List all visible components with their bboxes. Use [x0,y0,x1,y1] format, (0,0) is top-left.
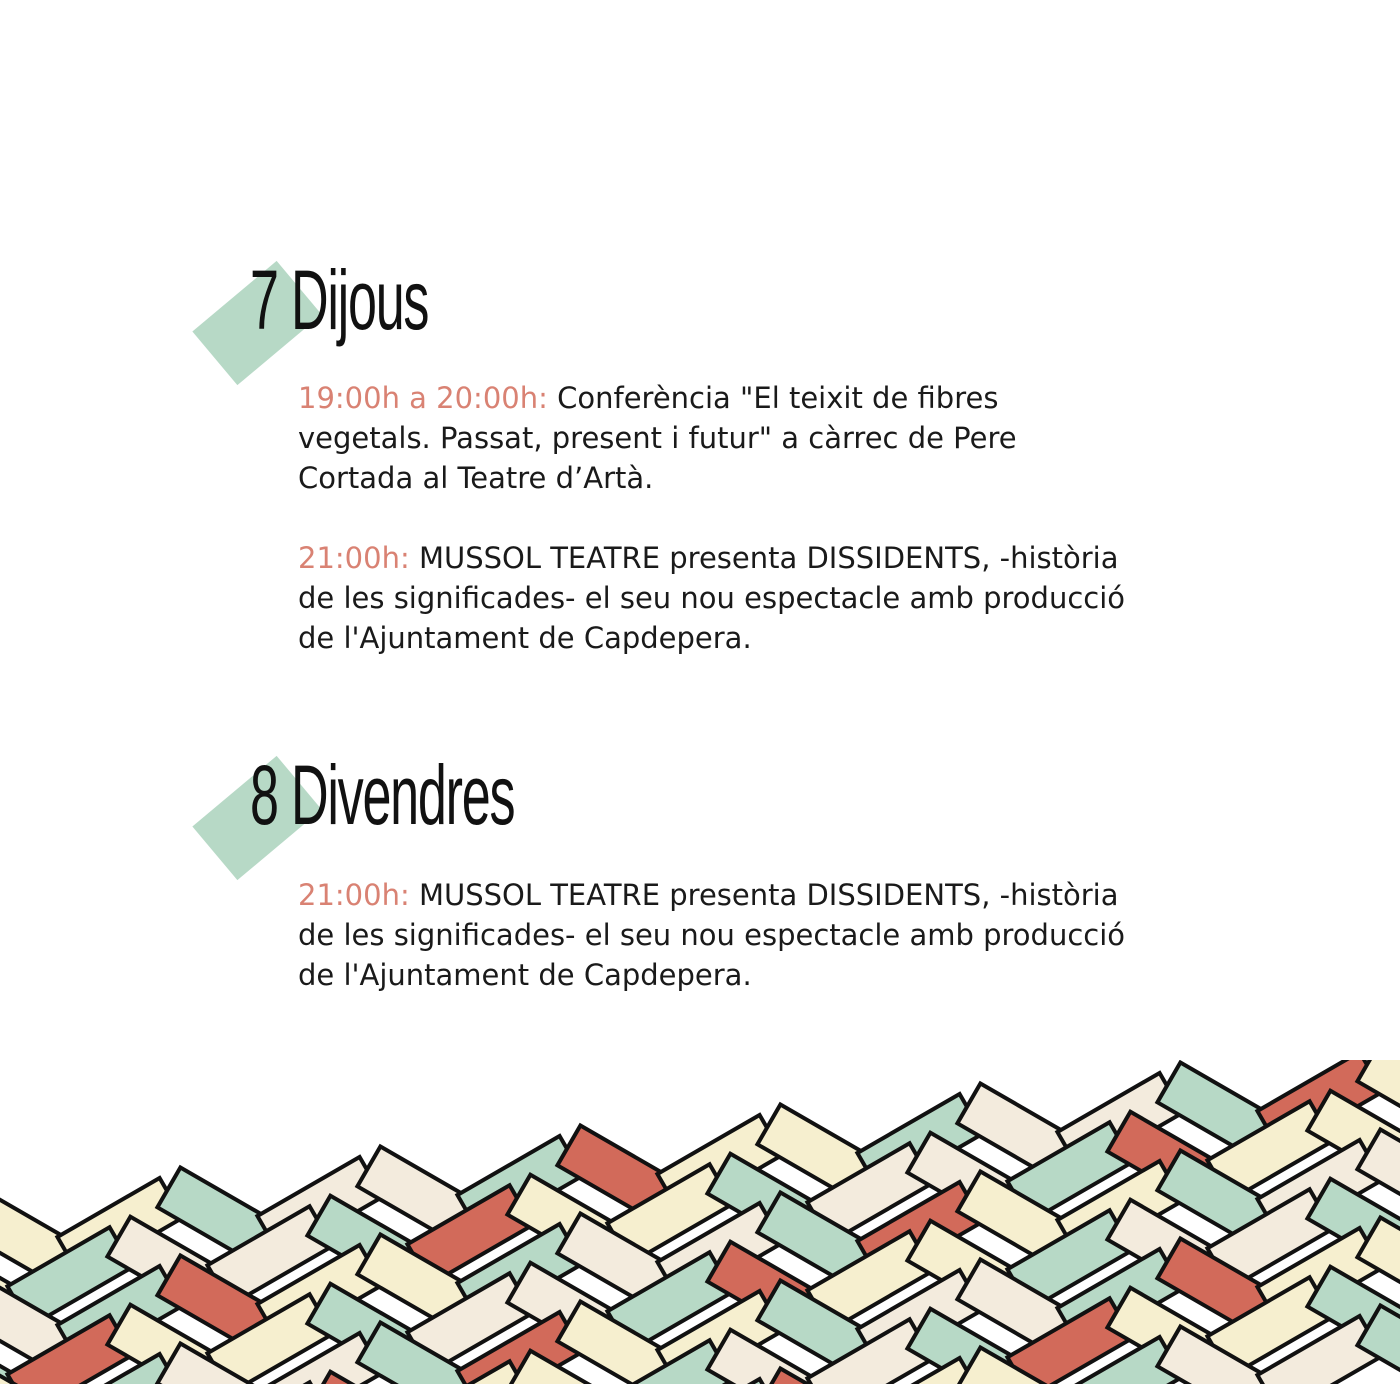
event-description: MUSSOL TEATRE presenta DISSIDENTS, -història de les significades- el seu nou espectacle amb producció de l'Ajuntament de Capdepera. [298,878,1126,992]
day-title: 7 Dijous [250,253,429,347]
weave-tiles [0,1060,1400,1384]
day-title: 8 Divendres [250,748,515,842]
event-time: 21:00h: [298,878,410,912]
event-list [298,378,1138,698]
event-item [298,538,1148,658]
event-description: Conferència "El teixit de fibres vegetals. Passat, present i futur" a càrrec de Pere Cortada al Teatre d’Artà. [298,381,1017,495]
day-header [190,250,790,390]
woven-pattern-decoration [0,1060,1400,1384]
event-time: 19:00h a 20:00h: [298,381,548,415]
event-item [298,875,1158,995]
event-description: MUSSOL TEATRE presenta DISSIDENTS, -història de les significades- el seu nou espectacle amb producció de l'Ajuntament de Capdepera. [298,541,1126,655]
day-header [190,745,790,885]
event-item [298,378,1138,498]
event-list [298,875,1158,1035]
event-time: 21:00h: [298,541,410,575]
